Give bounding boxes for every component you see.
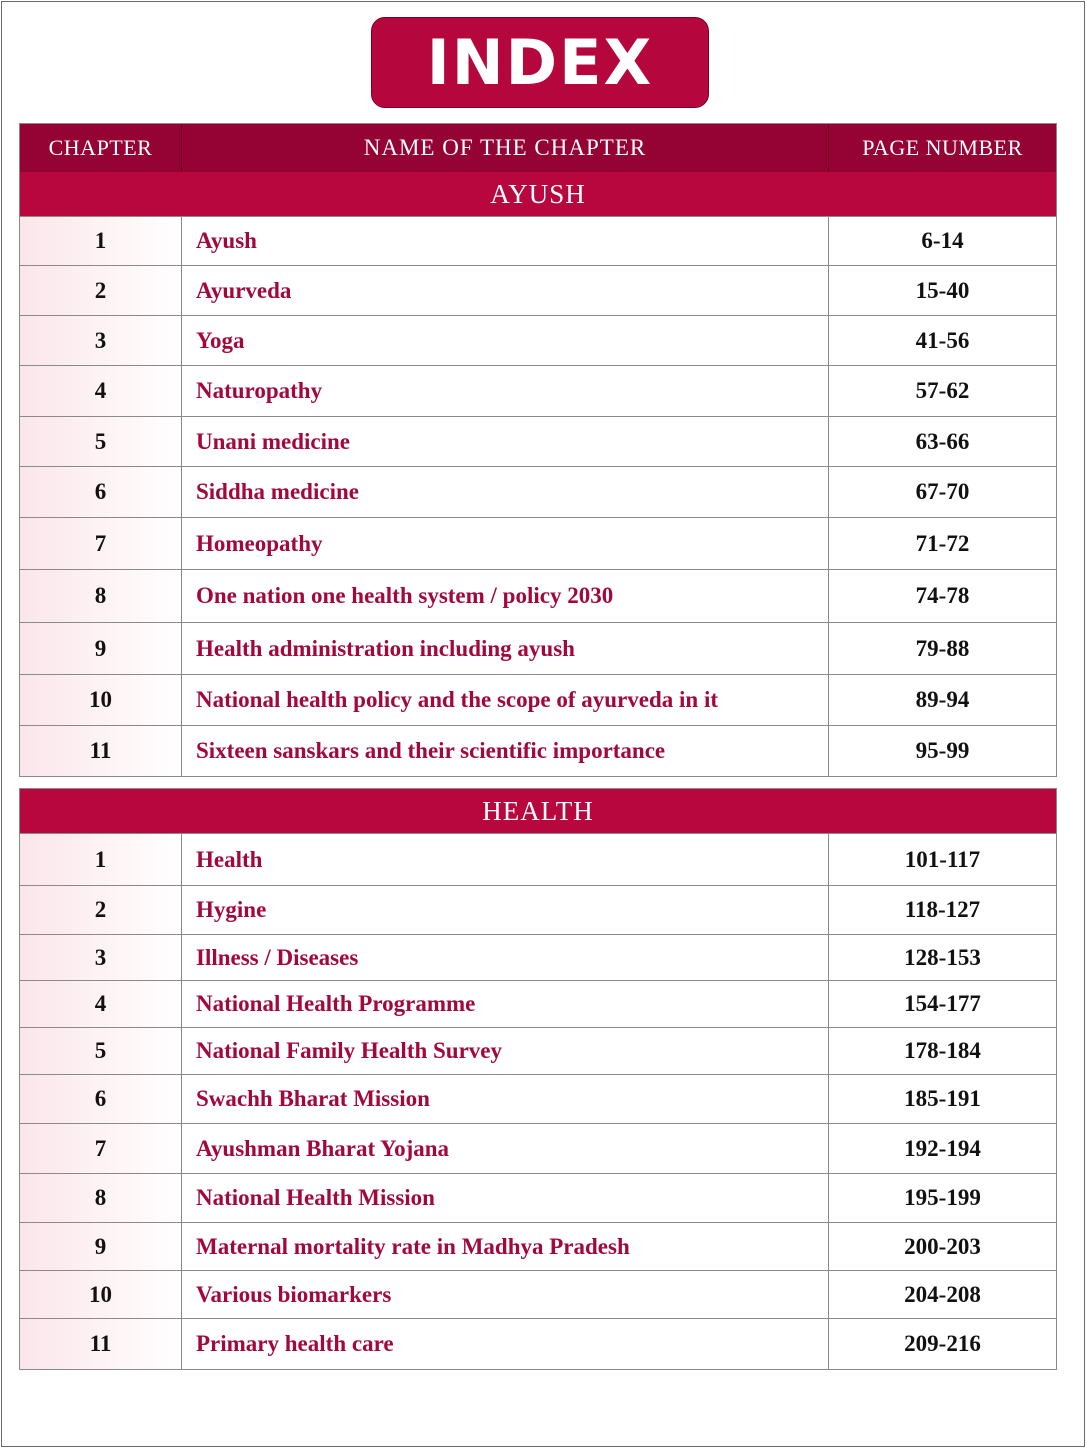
chapter-name: Sixteen sanskars and their scientific importance [182, 726, 829, 776]
index-title: INDEX [426, 26, 654, 99]
chapter-name: Yoga [182, 316, 829, 365]
table-row [20, 416, 1056, 466]
table-row [20, 934, 1056, 980]
chapter-number: 6 [20, 1075, 182, 1123]
chapter-name: Unani medicine [182, 417, 829, 466]
page-range: 200-203 [904, 1233, 981, 1259]
table-row [20, 1173, 1056, 1222]
page-range: 15-40 [915, 277, 970, 303]
chapter-number: 7 [20, 1124, 182, 1173]
page-range: 79-88 [915, 635, 970, 661]
chapter-number: 3 [20, 935, 182, 980]
table-row [20, 674, 1056, 725]
chapter-number: 7 [20, 518, 182, 569]
chapter-number: 2 [20, 886, 182, 934]
table-row [20, 1318, 1056, 1369]
table-row [20, 365, 1056, 416]
chapter-name: Hygine [182, 886, 829, 934]
chapter-number: 4 [20, 981, 182, 1027]
page-range: 41-56 [915, 327, 970, 353]
chapter-number: 6 [20, 467, 182, 517]
page-range: 192-194 [904, 1135, 981, 1161]
page-range: 195-199 [904, 1185, 981, 1210]
chapter-number: 9 [20, 1223, 182, 1270]
chapter-name: Ayurveda [182, 266, 829, 315]
chapter-name: Naturopathy [182, 366, 829, 416]
chapter-number: 8 [20, 1174, 182, 1222]
chapter-number: 3 [20, 316, 182, 365]
table-row [20, 885, 1056, 934]
chapter-number: 1 [20, 217, 182, 265]
section-heading-ayush: AYUSH [20, 172, 1056, 216]
table-row [20, 517, 1056, 569]
chapter-name: Homeopathy [182, 518, 829, 569]
header-chapter: CHAPTER [20, 124, 182, 172]
chapter-name: National health policy and the scope of ayurveda in it [182, 675, 829, 725]
chapter-number: 4 [20, 366, 182, 416]
chapter-number: 10 [20, 675, 182, 725]
table-row [20, 833, 1056, 885]
table-row [20, 1222, 1056, 1270]
table-row [20, 1074, 1056, 1123]
page-range: 185-191 [904, 1086, 981, 1111]
chapter-number: 5 [20, 1028, 182, 1074]
table-row [20, 725, 1056, 776]
page-range: 71-72 [915, 530, 970, 556]
chapter-number: 11 [20, 726, 182, 776]
chapter-number: 8 [20, 570, 182, 622]
table-row [20, 1270, 1056, 1318]
page-range: 63-66 [915, 428, 970, 454]
index-title-box [371, 17, 709, 108]
table-row [20, 622, 1056, 674]
chapter-name: Ayushman Bharat Yojana [182, 1124, 829, 1173]
page-range: 128-153 [904, 944, 981, 970]
chapter-name: Siddha medicine [182, 467, 829, 517]
chapter-name: Swachh Bharat Mission [182, 1075, 829, 1123]
page-range: 118-127 [904, 897, 981, 922]
page-range: 178-184 [904, 1038, 981, 1063]
chapter-name: National Health Programme [182, 981, 829, 1027]
chapter-name: Health administration including ayush [182, 623, 829, 674]
page-range: 6-14 [921, 228, 964, 253]
chapter-name: Ayush [182, 217, 829, 265]
chapter-name: One nation one health system / policy 2030 [182, 570, 829, 622]
chapter-number: 2 [20, 266, 182, 315]
chapter-number: 1 [20, 834, 182, 885]
health-index-table [19, 788, 1057, 1370]
table-row [20, 265, 1056, 315]
chapter-number: 5 [20, 417, 182, 466]
table-header-row [20, 124, 1056, 172]
table-row [20, 216, 1056, 265]
table-row [20, 1123, 1056, 1173]
page-range: 209-216 [904, 1331, 981, 1356]
chapter-name: National Family Health Survey [182, 1028, 829, 1074]
table-row [20, 466, 1056, 517]
header-page-number: PAGE NUMBER [862, 135, 1023, 160]
page-range: 101-117 [904, 846, 981, 872]
table-row [20, 980, 1056, 1027]
page-range: 154-177 [904, 991, 981, 1016]
chapter-name: Various biomarkers [182, 1271, 829, 1318]
page-range: 89-94 [915, 687, 970, 712]
chapter-name: Primary health care [182, 1319, 829, 1369]
chapter-name: Health [182, 834, 829, 885]
table-row [20, 315, 1056, 365]
chapter-number: 9 [20, 623, 182, 674]
header-chapter-name: NAME OF THE CHAPTER [182, 124, 829, 172]
page-range: 57-62 [915, 378, 970, 403]
table-row [20, 569, 1056, 622]
table-row [20, 1027, 1056, 1074]
chapter-name: Illness / Diseases [182, 935, 829, 980]
page-range: 74-78 [915, 583, 970, 608]
chapter-name: National Health Mission [182, 1174, 829, 1222]
chapter-number: 11 [20, 1319, 182, 1369]
section-heading-health: HEALTH [20, 789, 1056, 833]
page-range: 95-99 [915, 738, 970, 763]
chapter-number: 10 [20, 1271, 182, 1318]
page-range: 204-208 [904, 1281, 981, 1307]
page-range: 67-70 [915, 479, 970, 504]
ayush-index-table [19, 123, 1057, 777]
chapter-name: Maternal mortality rate in Madhya Pradesh [182, 1223, 829, 1270]
